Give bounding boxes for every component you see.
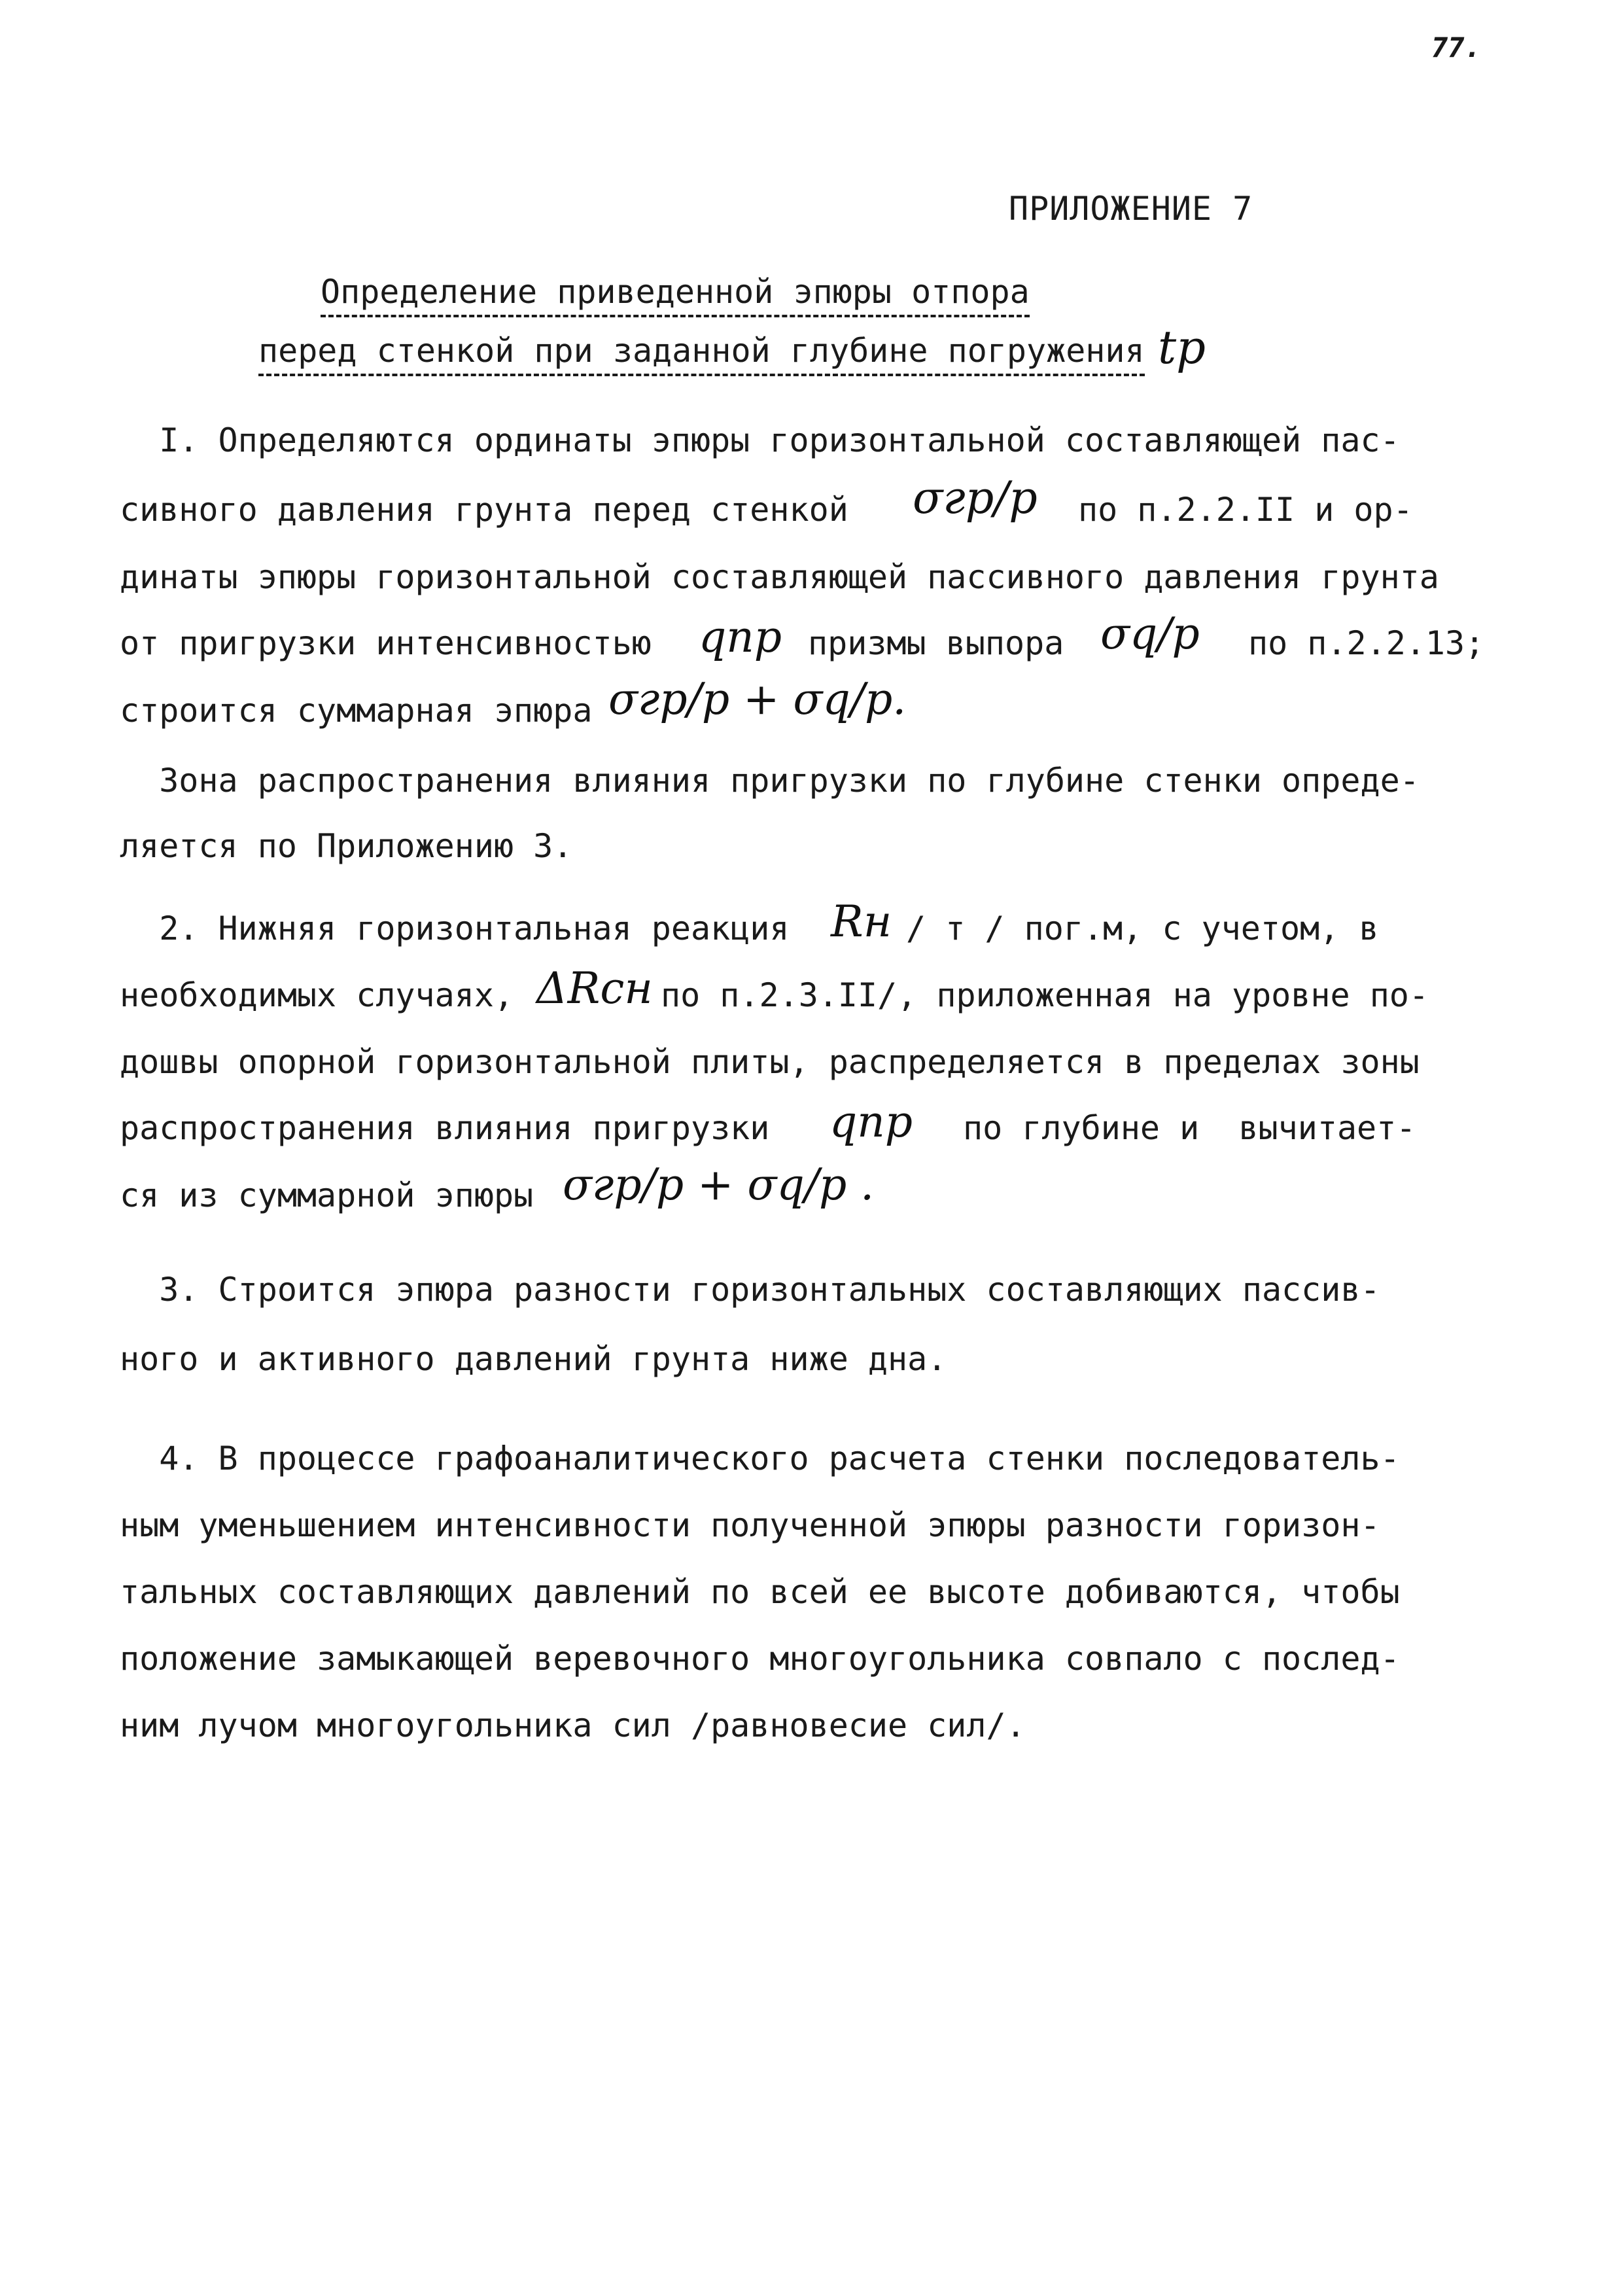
p2-sym-sum: σгр/p + σq/p . [563,1159,875,1210]
p1-line-3: динаты эпюры горизонтальной составляющей пассивного давления грунта [120,558,1439,596]
p2-sym-q: qпр [829,1097,913,1147]
p2-sym-R: Rн [831,896,892,947]
p1-line-4b: призмы выпора [808,624,1064,662]
p2-line-5a: ся из суммарной эпюры [120,1176,534,1214]
p1b-line-2: ляется по Приложению 3. [120,827,573,865]
p3-line-2: ного и активного давлений грунта ниже дна. [120,1340,947,1378]
p2-sym-dR: ΔRсн [536,963,653,1014]
title-line-2: перед стенкой при заданной глубине погружения [258,330,1145,376]
p4-line-2: ным уменьшением интенсивности полученной эпюры разности горизон- [120,1506,1380,1544]
p1-line-4a: от пригрузки интенсивностью [120,624,652,662]
p2-line-2a: необходимых случаях, [120,976,514,1014]
p2-line-1a: 2. Нижняя горизонтальная реакция [120,910,790,947]
appendix-label: ПРИЛОЖЕНИЕ 7 [1009,190,1253,228]
p1-line-4c: по п.2.2.13; [1248,624,1485,662]
p1-sym-sigma-q: σq/p [1100,609,1200,659]
p2-line-3: дошвы опорной горизонтальной плиты, распределяется в пределах зоны [120,1043,1420,1081]
p3-line-1: 3. Строится эпюра разности горизонтальных составляющих пассив- [120,1271,1380,1309]
p4-line-3: тальных составляющих давлений по всей ее высоте добиваются, чтобы [120,1573,1400,1611]
p1-line-2b: по п.2.2.II и ор- [1078,491,1413,529]
p4-line-4: положение замыкающей веревочного многоугольника совпало с послед- [120,1640,1400,1678]
p2-line-1b: / т / пог.м, с учетом, в [906,910,1379,947]
p2-line-4b: по глубине и вычитает- [963,1109,1416,1147]
p4-line-1: 4. В процессе графоаналитического расчета стенки последователь- [120,1439,1400,1477]
p2-line-4a: распространения влияния пригрузки [120,1109,770,1147]
p1b-line-1: Зона распространения влияния пригрузки по глубине стенки опреде- [120,762,1420,800]
title-symbol: tp [1158,321,1206,374]
p1-sym-sigma-gr: σгр/p [913,472,1038,524]
p1-line-1: I. Определяются ординаты эпюры горизонтальной составляющей пас- [120,421,1400,459]
page-number: 77. [1431,31,1481,63]
p1-line-5a: строится суммарная эпюра [120,692,593,730]
p1-sym-q: qпр [699,612,782,662]
p1-line-2a: сивного давления грунта перед стенкой [120,491,848,529]
p2-line-2b: по п.2.3.II/, приложенная на уровне по- [661,976,1429,1014]
p1-sym-sum: σгр/p + σq/p. [608,674,907,724]
title-line-1: Определение приведенной эпюры отпора [321,272,1030,317]
p4-line-5: ним лучом многоугольника сил /равновесие сил/. [120,1706,1026,1744]
